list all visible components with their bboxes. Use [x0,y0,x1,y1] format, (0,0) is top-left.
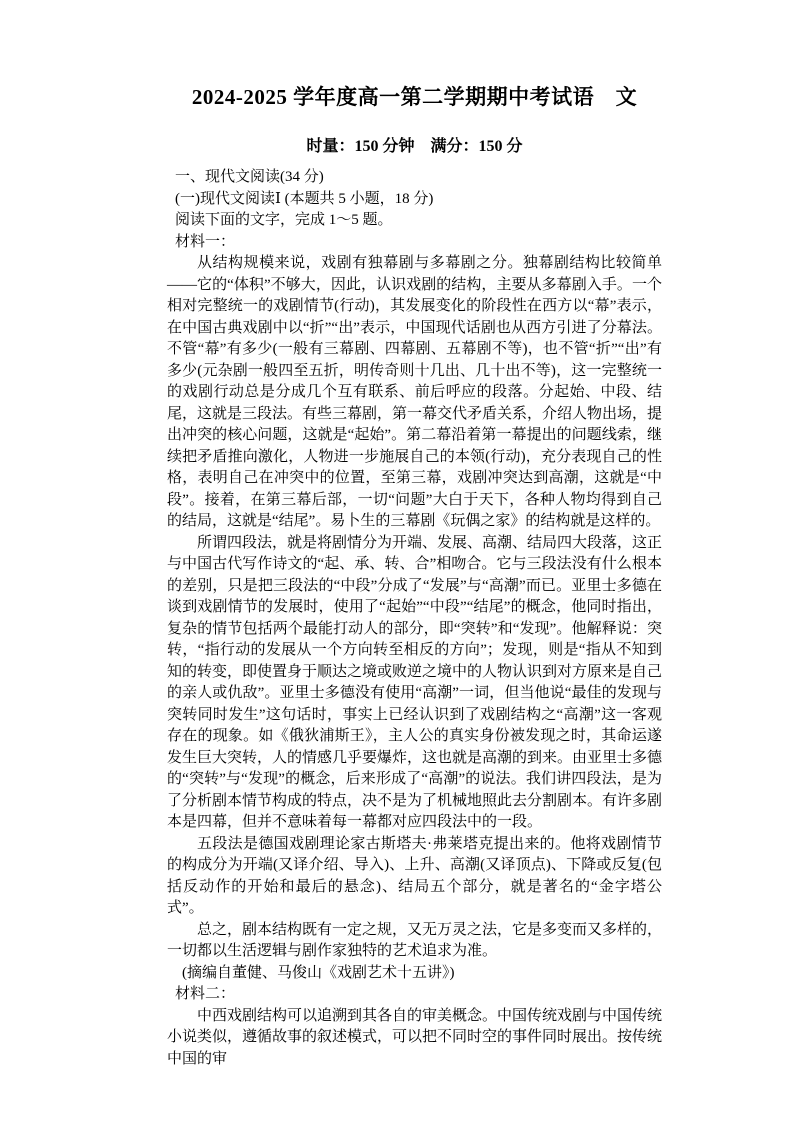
material-two-label: 材料二： [175,986,236,1002]
attribution: (摘编自董健、马俊山《戏剧艺术十五讲》) [182,964,455,981]
exam-info-line: 时量：150 分钟 满分：150 分 [306,138,523,155]
page-title: 2024-2025 学年度高一第二学期期中考试语 文 [191,85,638,109]
material-one-paragraph: 从结构规模来说，戏剧有独幕剧与多幕剧之分。独幕剧结构比较简单——它的“体积”不够大，因此，认识戏剧的结构，主要从多幕剧入手。一个相对完整统一的戏剧情节(行动)，其发展变化的阶段性在西方以“幕”表示，在中国古典戏剧中以“折”“出”表示，中国现代话剧也从西方引进了分幕法。不管“幕”有多少(一般有三幕剧、四幕剧、五幕剧不等)，也不管“折”“出”有多少(元杂剧一般四至五折，明传奇则十几出、几十出不等)，这一完整统一的戏剧行动总是分成几个互有联系、前后呼应的段落。分起始、中段、结尾，这就是三段法。有些三幕剧，第一幕交代矛盾关系，介绍人物出场，提出冲突的核心问题，这就是“起始”。第二幕沿着第一幕提出的问题线索，继续把矛盾推向激化，人物进一步施展自己的本领(行动)，充分表现自己的性格，表明自己在冲突中的位置，至第三幕，戏剧冲突达到高潮，这就是“中段”。接着，在第三幕后部，一切“问题”大白于天下，各种人物均得到自己的结局，这就是“结尾”。易卜生的三幕剧《玩偶之家》的结构就是这样的。 [167,255,663,529]
material-one-label: 材料一： [175,233,236,250]
material-one-paragraph: 所谓四段法，就是将剧情分为开端、发展、高潮、结局四大段落，这正与中国古代写作诗文的“起、承、转、合”相吻合。它与三段法没有什么根本的差别，只是把三段法的“中段”分成了“发展”与“高潮”而已。亚里士多德在谈到戏剧情节的发展时，使用了“起始”“中段”“结尾”的概念，他同时指出，复杂的情节包括两个最能打动人的部分，即“突转”和“发现”。他解释说：突转，“指行动的发展从一个方向转至相反的方向”；发现，则是“指从不知到知的转变，即使置身于顺达之境或败逆之境中的人物认识到对方原来是自己的亲人或仇敌”。亚里士多德没有使用“高潮”一词，但当他说“最佳的发现与突转同时发生”这句话时，事实上已经认识到了戏剧结构之“高潮”这一客观存在的现象。如《俄狄浦斯王》，主人公的真实身份被发现之时，其命运遂发生巨大突转，人的情感几乎要爆炸，这也就是高潮的到来。由亚里士多德的“突转”与“发现”的概念，后来形成了“高潮”的说法。我们讲四段法，是为了分析剧本情节构成的特点，决不是为了机械地照此去分割剧本。有许多剧本是四幕，但并不意味着每一幕都对应四段法中的一段。 [167,534,663,830]
subsection-heading: (一)现代文阅读Ⅰ (本题共 5 小题，18 分) [175,190,434,207]
material-one-paragraph: 五段法是德国戏剧理论家古斯塔夫·弗莱塔克提出来的。他将戏剧情节的构成分为开端(又译介绍、导入)、上升、高潮(又译顶点)、下降或反复(包括反动作的开始和最后的悬念)、结局五个部分，就是著名的“金字塔公式”。 [167,835,662,916]
reading-instruction: 阅读下面的文字，完成 1～5 题。 [175,212,393,228]
material-one-paragraph: 总之，剧本结构既有一定之规，又无万灵之法，它是多变而又多样的，一切都以生活逻辑与剧作家独特的艺术追求为准。 [167,921,663,959]
material-two-paragraph: 中西戏剧结构可以追溯到其各自的审美概念。中国传统戏剧与中国传统小说类似，遵循故事的叙述模式，可以把不同时空的事件同时展出。按传统中国的审 [167,1007,663,1067]
section-heading: 一、现代文阅读(34 分) [175,169,324,185]
document-body [167,167,662,1070]
